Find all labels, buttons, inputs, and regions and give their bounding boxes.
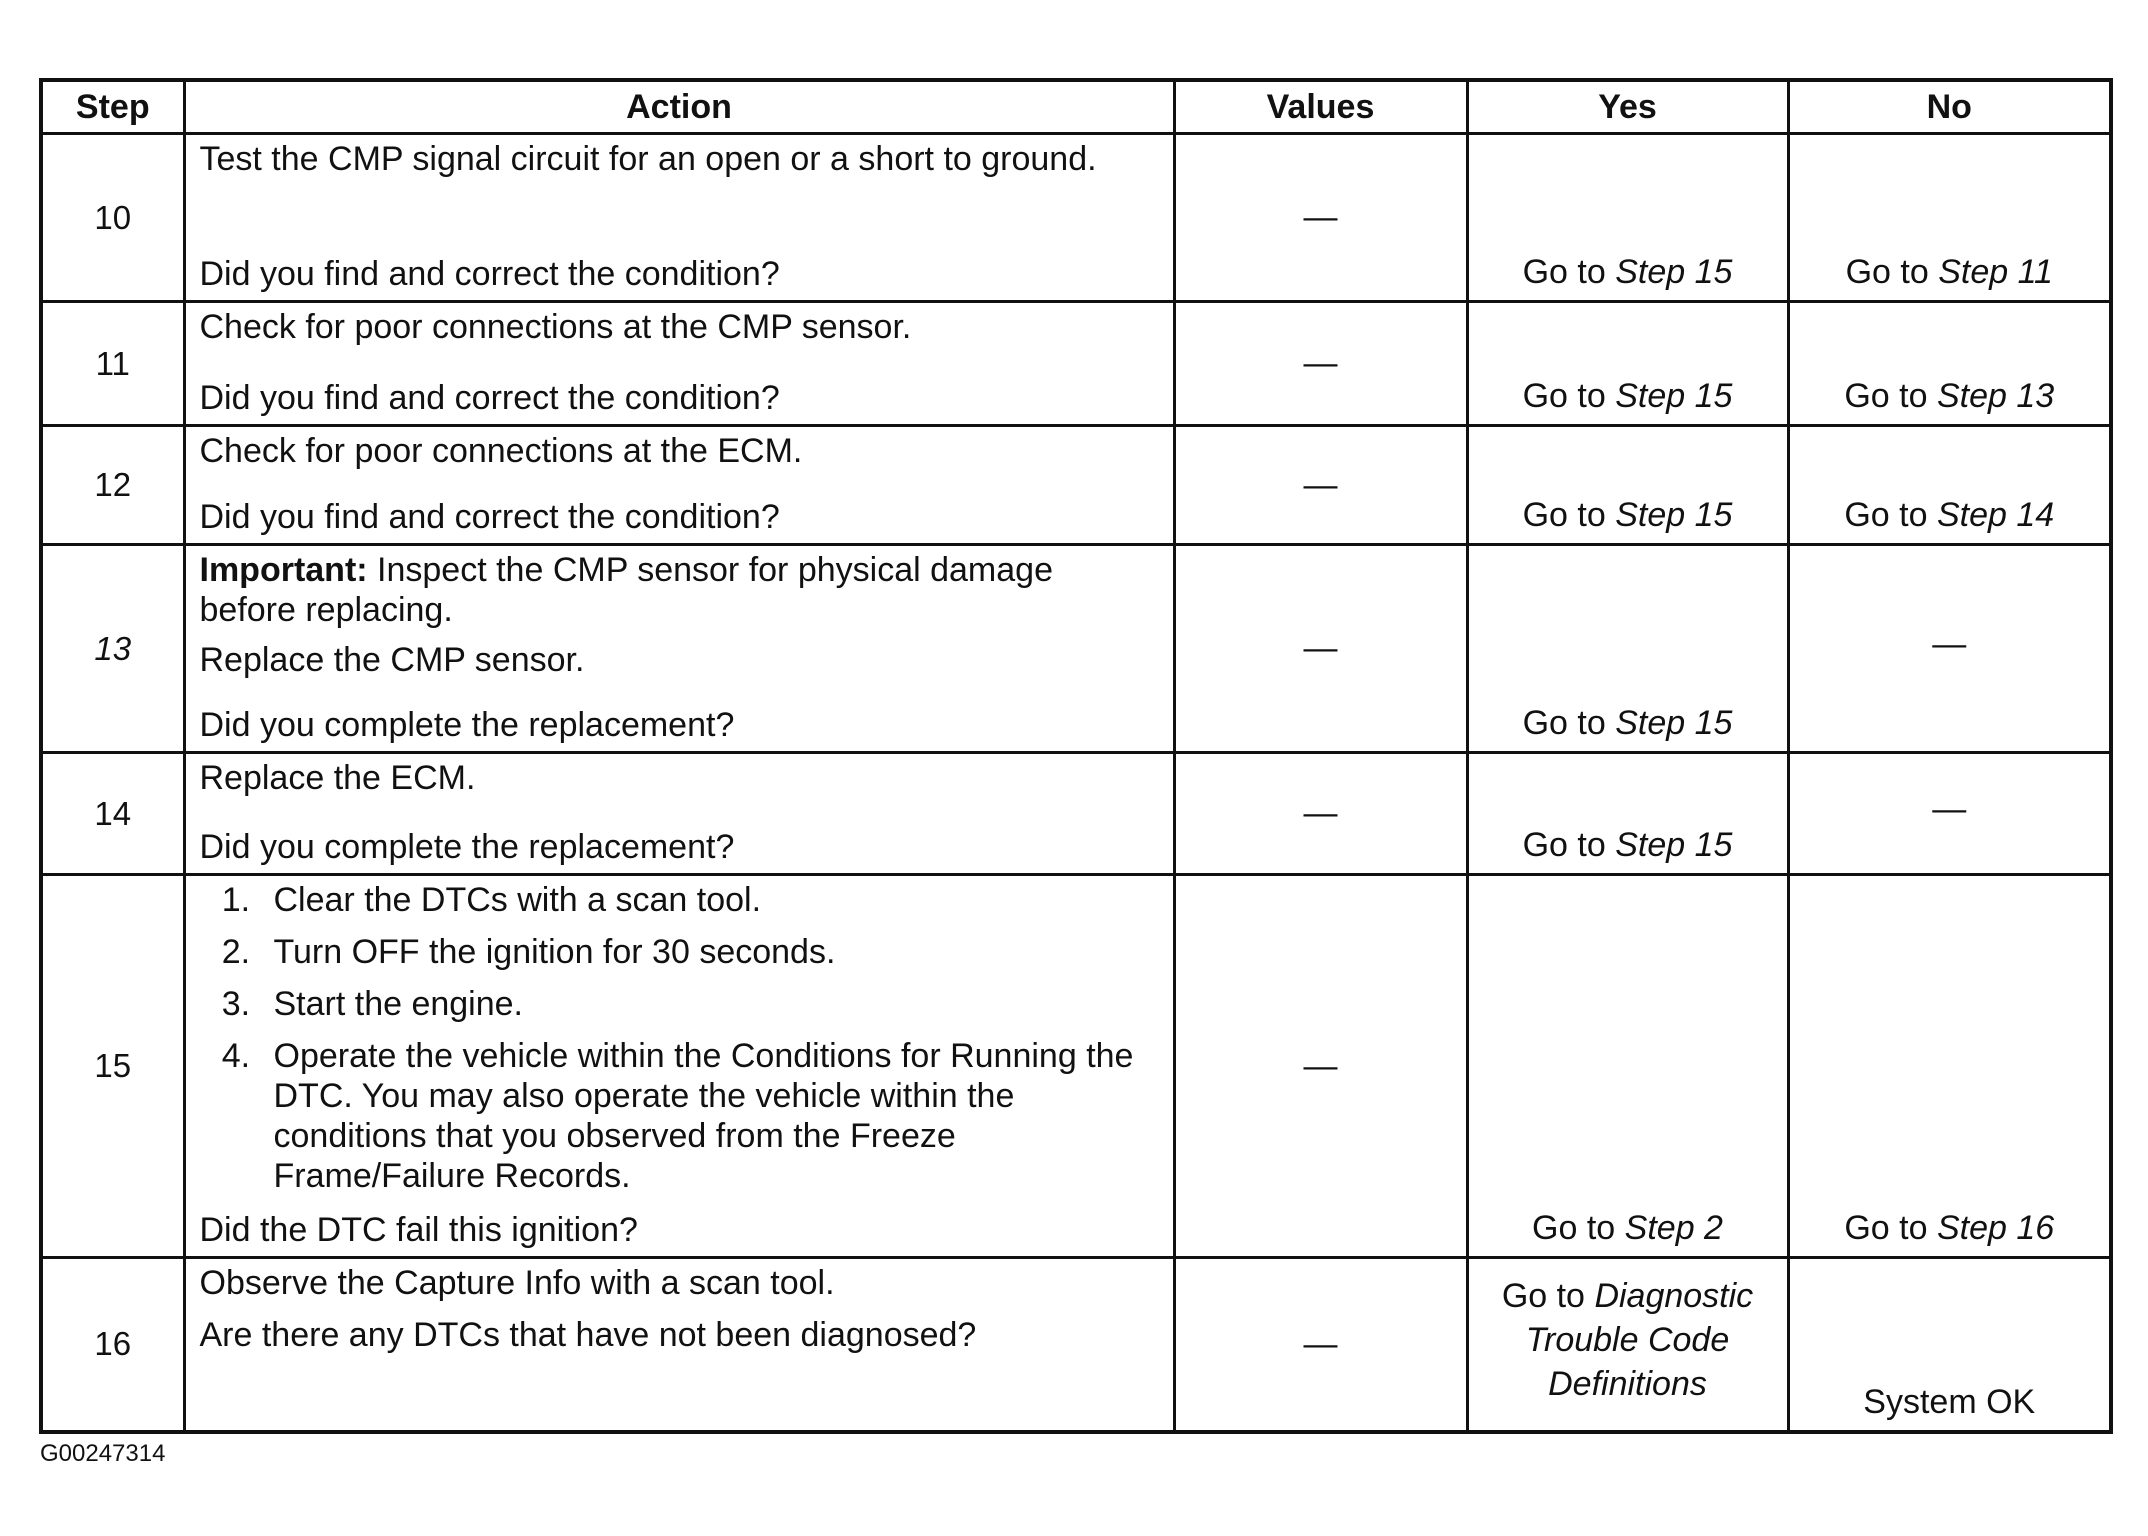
action-cell <box>184 302 1174 426</box>
values-cell: — <box>1174 426 1467 545</box>
action-text: Test the CMP signal circuit for an open or a short to ground. <box>199 140 1097 178</box>
goto-prefix: Go to <box>1522 253 1606 291</box>
yes-cell <box>1467 753 1788 875</box>
goto-prefix: Go to <box>1501 1277 1585 1316</box>
step-number: 13 <box>41 545 184 753</box>
goto-link[interactable]: Step 11 <box>1938 253 2053 291</box>
step-number: 11 <box>41 302 184 426</box>
list-item: 3. Start the engine. <box>260 984 1159 1024</box>
values-cell: — <box>1174 545 1467 753</box>
values-cell: — <box>1174 1258 1467 1432</box>
no-cell <box>1788 875 2111 1258</box>
values-cell: — <box>1174 134 1467 302</box>
no-cell <box>1788 302 2111 426</box>
header-yes: Yes <box>1467 80 1788 134</box>
no-cell <box>1788 426 2111 545</box>
goto-prefix: Go to <box>1845 253 1929 291</box>
action-cell <box>184 134 1174 302</box>
no-cell: — <box>1788 545 2111 753</box>
step-number: 14 <box>41 753 184 875</box>
header-no: No <box>1788 80 2111 134</box>
numbered-steps <box>200 880 1159 1196</box>
values-cell: — <box>1174 753 1467 875</box>
action-question: Did you complete the replacement? <box>199 706 735 744</box>
important-text: Inspect the CMP sensor for physical damage before replacing. <box>199 551 1053 629</box>
action-cell <box>184 545 1174 753</box>
goto-link[interactable]: Step 15 <box>1615 253 1733 291</box>
action-cell <box>184 1258 1174 1432</box>
goto-prefix: Go to <box>1522 496 1606 534</box>
step-number: 16 <box>41 1258 184 1432</box>
goto-prefix: Go to <box>1844 377 1928 415</box>
yes-cell <box>1467 134 1788 302</box>
goto-link[interactable]: Diagnostic Trouble Code Definitions <box>1525 1277 1754 1404</box>
table-row <box>41 1258 2111 1432</box>
table-row <box>41 753 2111 875</box>
action-text: Replace the CMP sensor. <box>199 641 585 679</box>
goto-link[interactable]: Step 15 <box>1615 704 1733 742</box>
header-step: Step <box>41 80 184 134</box>
table-row <box>41 875 2111 1258</box>
action-cell <box>184 753 1174 875</box>
goto-link[interactable]: Step 2 <box>1624 1209 1723 1247</box>
table-row <box>41 545 2111 753</box>
values-cell: — <box>1174 302 1467 426</box>
goto-link[interactable]: Step 16 <box>1936 1209 2055 1247</box>
action-text: Check for poor connections at the CMP sensor. <box>199 308 912 346</box>
no-cell <box>1788 134 2111 302</box>
figure-id: G00247314 <box>40 1440 166 1467</box>
action-question: Did the DTC fail this ignition? <box>199 1211 638 1249</box>
no-cell: — <box>1788 753 2111 875</box>
goto-prefix: Go to <box>1522 377 1606 415</box>
header-action: Action <box>184 80 1174 134</box>
action-question: Are there any DTCs that have not been diagnosed? <box>199 1316 977 1354</box>
yes-cell <box>1467 875 1788 1258</box>
action-cell <box>184 875 1174 1258</box>
goto-link[interactable]: Step 14 <box>1936 496 2055 534</box>
action-text: Observe the Capture Info with a scan tool. <box>199 1264 835 1302</box>
no-cell: System OK <box>1788 1258 2111 1432</box>
action-question: Did you find and correct the condition? <box>199 379 780 417</box>
goto-link[interactable]: Step 15 <box>1615 826 1733 864</box>
values-cell: — <box>1174 875 1467 1258</box>
list-item: 4. Operate the vehicle within the Conditions for Running the DTC. You may also operate the vehicle within the conditions that you observed from the Freeze Frame/Failure Records. <box>260 1036 1159 1196</box>
important-note <box>200 550 1159 630</box>
header-values: Values <box>1174 80 1467 134</box>
yes-cell <box>1467 1258 1788 1432</box>
list-item: 2. Turn OFF the ignition for 30 seconds. <box>260 932 1159 972</box>
goto-link[interactable]: Step 13 <box>1936 377 2055 415</box>
step-number: 15 <box>41 875 184 1258</box>
table-row <box>41 134 2111 302</box>
goto-prefix: Go to <box>1522 704 1606 742</box>
step-number: 12 <box>41 426 184 545</box>
yes-cell <box>1467 426 1788 545</box>
yes-cell <box>1467 302 1788 426</box>
action-question: Did you find and correct the condition? <box>199 498 780 536</box>
action-text: Replace the ECM. <box>199 759 476 797</box>
action-text: Check for poor connections at the ECM. <box>199 432 803 470</box>
goto-prefix: Go to <box>1522 826 1606 864</box>
list-item: 1. Clear the DTCs with a scan tool. <box>260 880 1159 920</box>
goto-link[interactable]: Step 15 <box>1615 496 1733 534</box>
action-question: Did you find and correct the condition? <box>199 255 780 293</box>
goto-prefix: Go to <box>1844 1209 1928 1247</box>
important-label: Important: <box>199 551 368 589</box>
header-row <box>41 80 2111 134</box>
diagnostic-table <box>39 78 2113 1434</box>
table-row <box>41 426 2111 545</box>
step-number: 10 <box>41 134 184 302</box>
yes-cell <box>1467 545 1788 753</box>
goto-prefix: Go to <box>1844 496 1928 534</box>
table-row <box>41 302 2111 426</box>
action-question: Did you complete the replacement? <box>199 828 735 866</box>
goto-prefix: Go to <box>1532 1209 1616 1247</box>
goto-link[interactable]: Step 15 <box>1615 377 1733 415</box>
action-cell <box>184 426 1174 545</box>
